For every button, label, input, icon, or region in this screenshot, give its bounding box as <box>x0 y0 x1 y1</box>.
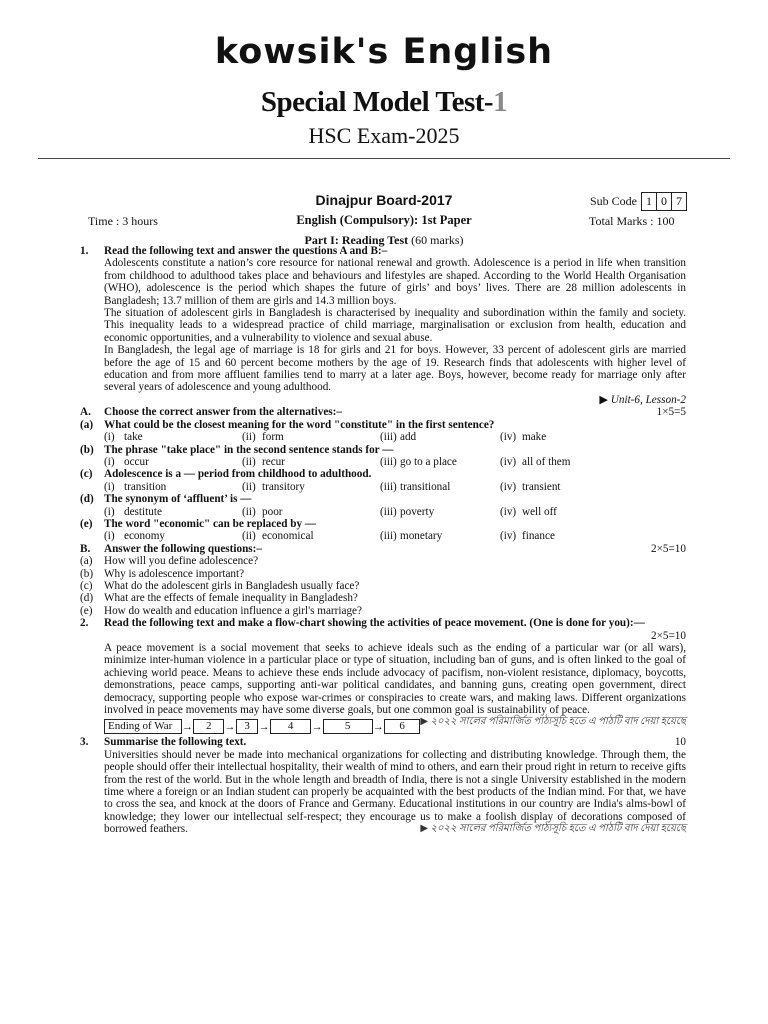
note-text: ২০২২ সালের পরিমার্জিত পাঠ্যসূচি হতে এ পাঠটি বাদ দেয়া হয়েছে <box>430 823 686 835</box>
question-1 <box>80 245 686 406</box>
question-instruction: Read the following text and answer the questions A and B:– <box>104 245 388 257</box>
exam-subtitle: HSC Exam-2025 <box>308 123 460 148</box>
section-label: B. <box>80 542 91 555</box>
part-marks: (60 marks) <box>411 233 464 247</box>
mcq-question <box>80 444 686 456</box>
option-label: (i) <box>104 431 115 444</box>
paper-name: English (Compulsory): 1st Paper <box>296 213 472 227</box>
part-title: Part I: Reading Test <box>304 233 409 247</box>
option-label: (i) <box>104 480 115 493</box>
sub-code-digit: 7 <box>671 192 687 211</box>
pointer-icon: ▶ <box>599 393 608 406</box>
short-question-text: How do wealth and education influence a girl's marriage? <box>104 604 362 617</box>
sub-code <box>590 192 687 211</box>
sub-code-digit: 0 <box>656 192 672 211</box>
mcq-question <box>80 493 686 505</box>
flow-box: 4 <box>270 719 311 734</box>
question-number: 3. <box>80 736 89 749</box>
section-b <box>80 543 686 555</box>
passage-paragraph: Adolescents constitute a nation’s core resource for national renewal and growth. Adolescence is a period in life when transition from childhood to adulthood takes place and behaviours and lifestyles are shaped. According to the World Health Organisation (WHO), adolescence is the period which shapes the future of girls’ and boys’ lives. There are 28 million adolescents in Bangladesh; 13.7 million of them are girls and 14.3 million boys. <box>104 257 686 307</box>
question-instruction: Read the following text and make a flow-chart showing the activities of peace movement. (One is done for you):— <box>104 617 645 630</box>
mcq-text: The phrase "take place" in the second sentence stands for — <box>104 443 394 456</box>
option-text: add <box>400 431 417 444</box>
arrow-icon: → <box>311 720 323 733</box>
short-question-number: (a) <box>80 555 93 568</box>
mcq-options <box>80 481 686 493</box>
mcq-text: The word "economic" can be replaced by — <box>104 517 317 530</box>
passage-paragraph <box>104 749 686 836</box>
mcq-number: (e) <box>80 517 93 530</box>
passage-paragraph: The situation of adolescent girls in Bangladesh is characterised by inequality and subordination within the family and society. This inequality leads to a widespread practice of child marriage, marginalisation or exclusion from health, education and economic opportunities, and a vulnerability to violence and sexual abuse. <box>104 307 686 344</box>
option-text: transitory <box>262 480 305 493</box>
option-label: (i) <box>104 455 115 468</box>
arrow-icon: → <box>224 720 236 733</box>
option-text: all of them <box>522 455 571 468</box>
option-text: make <box>522 431 547 444</box>
option-label: (iii) <box>380 505 397 518</box>
option-label: (ii) <box>242 455 256 468</box>
short-question-text: Why is adolescence important? <box>104 567 245 580</box>
short-question-number: (d) <box>80 592 94 605</box>
mcq-text: What could be the closest meaning for the word "constitute" in the first sentence? <box>104 418 495 431</box>
option-label: (iv) <box>500 505 517 518</box>
passage-text: A peace movement is a social movement that seeks to achieve ideals such as the ending of a particular war (or all wars), minimize inter-human violence in a particular place or type of situation, including ban of guns, and is often linked to the goal of achieving world peace. Means to achieve these ends include advocacy of pacifism, non-violent resistance, diplomacy, boycotts, demonstrations, peace camps, supporting anti-war political candidates, and banning guns, creating open government, direct democracy, supporting people who expose war-crimes or conspiracies to create wars, and making laws. Different organizations involved in peace movements may have some diverse goals, but one common goal is sustainability of peace. <box>104 642 686 717</box>
mcq-options <box>80 530 686 542</box>
option-label: (iii) <box>380 455 397 468</box>
option-label: (i) <box>104 505 115 518</box>
mcq-question <box>80 468 686 480</box>
question-instruction: Summarise the following text. <box>104 736 247 749</box>
option-text: form <box>262 431 284 444</box>
exam-time: Time : 3 hours <box>88 214 158 228</box>
option-label: (iv) <box>500 480 517 493</box>
flow-box: 3 <box>236 719 259 734</box>
mcq-number: (c) <box>80 468 93 481</box>
board-name: Dinajpur Board-2017 <box>315 192 453 208</box>
option-text: finance <box>522 530 555 543</box>
option-text: well off <box>522 505 557 518</box>
option-label: (iii) <box>380 530 397 543</box>
section-a <box>80 406 686 418</box>
mcq-question <box>80 419 686 431</box>
title-prefix: Special Model Test- <box>260 86 494 118</box>
mcq-number: (b) <box>80 443 94 456</box>
flow-chart <box>80 719 420 734</box>
short-question-list <box>80 555 686 617</box>
mcq-options <box>80 506 686 518</box>
short-question-text: What are the effects of female inequality in Bangladesh? <box>104 592 358 605</box>
option-text: poverty <box>400 505 435 518</box>
brand-title: kowsik's English <box>214 32 554 72</box>
flow-box: 5 <box>323 719 373 734</box>
short-question-text: How will you define adolescence? <box>104 555 259 568</box>
mcq-list <box>80 419 686 543</box>
section-marks: 1×5=5 <box>656 406 686 419</box>
total-marks: Total Marks : 100 <box>589 214 675 228</box>
unit-reference <box>104 394 686 406</box>
option-label: (i) <box>104 530 115 543</box>
short-question <box>80 568 686 580</box>
short-question <box>80 555 686 567</box>
syllabus-note: ▶ ২০২২ সালের পরিমার্জিত পাঠ্যসূচি হতে এ পাঠটি বাদ দেয়া হয়েছে <box>420 823 686 835</box>
section-instruction: Choose the correct answer from the alternatives:– <box>104 406 342 419</box>
sub-code-label: Sub Code <box>590 194 638 208</box>
option-text: destitute <box>124 505 162 518</box>
question-number: 1. <box>80 245 89 257</box>
question-3 <box>80 736 686 835</box>
arrow-icon: → <box>372 720 384 733</box>
exam-content <box>80 245 686 836</box>
short-question-number: (c) <box>80 579 93 592</box>
note-text: ২০২২ সালের পরিমার্জিত পাঠ্যসূচি হতে এ পাঠটি বাদ দেয়া হয়েছে <box>430 716 686 728</box>
option-text: poor <box>262 505 283 518</box>
option-text: occur <box>124 455 149 468</box>
section-label: A. <box>80 406 91 419</box>
option-label: (ii) <box>242 530 256 543</box>
question-number: 2. <box>80 617 89 630</box>
option-label: (ii) <box>242 431 256 444</box>
short-question-text: What do the adolescent girls in Bangladesh usually face? <box>104 579 360 592</box>
mcq-options <box>80 456 686 468</box>
question-marks: 10 <box>674 736 686 749</box>
option-text: monetary <box>400 530 443 543</box>
option-text: recur <box>262 455 285 468</box>
syllabus-note: ▶ ২০২২ সালের পরিমার্জিত পাঠ্যসূচি হতে এ পাঠটি বাদ দেয়া হয়েছে <box>420 716 686 728</box>
short-question <box>80 605 686 617</box>
mcq-text: Adolescence is a — period from childhood to adulthood. <box>104 468 372 481</box>
flow-box: 2 <box>193 719 224 734</box>
passage-text: Universities should never be made into mechanical organizations for collecting and distributing knowledge. Through them, the people should offer their intellectual hospitality, their wealth of mind to others, and earn their proud right in return to receive gifts from the rest of the world. But in the whole length and breadth of India, there is not a single University established in the modern time where a foreign or an Indian student can properly be acquainted with the best products of the Indian mind. For that, we have to cross the sea, and knock at the doors of France and Germany. Educational institutions in our country are India's alms-bowl of knowledge; they lower our intellectual self-respect; they encourage us to make a foolish display of decorations composed of borrowed feathers. <box>104 748 686 836</box>
mcq-text: The synonym of ‘affluent’ is — <box>104 493 252 506</box>
option-text: transitional <box>400 480 451 493</box>
option-label: (ii) <box>242 480 256 493</box>
short-question <box>80 592 686 604</box>
page-title <box>0 86 768 119</box>
option-label: (iv) <box>500 530 517 543</box>
arrow-icon: → <box>181 720 193 733</box>
short-question-number: (b) <box>80 567 94 580</box>
option-label: (iv) <box>500 455 517 468</box>
short-question <box>80 580 686 592</box>
short-question-number: (e) <box>80 604 93 617</box>
passage-paragraph: In Bangladesh, the legal age of marriage is 18 for girls and 21 for boys. However, 33 percent of adolescent girls are married before the age of 15 and 60 percent become mothers by the age of 19. Research finds that adolescents with higher level of education and from more affluent families tend to marry at a later age. Boys, however, become ready for marriage only after several years of adolescence and young adulthood. <box>104 344 686 394</box>
option-label: (iii) <box>380 480 397 493</box>
option-text: go to a place <box>400 455 457 468</box>
option-text: transient <box>522 480 561 493</box>
option-text: economy <box>124 530 166 543</box>
option-text: take <box>124 431 143 444</box>
option-text: economical <box>262 530 314 543</box>
option-label: (iv) <box>500 431 517 444</box>
arrow-icon: → <box>258 720 270 733</box>
option-text: transition <box>124 480 167 493</box>
section-instruction: Answer the following questions:– <box>104 542 262 555</box>
mcq-question <box>80 518 686 530</box>
question-marks: 2×5=10 <box>651 629 686 642</box>
option-label: (iii) <box>380 431 397 444</box>
mcq-number: (a) <box>80 418 94 431</box>
option-label: (ii) <box>242 505 256 518</box>
header-divider <box>38 158 730 159</box>
section-marks: 2×5=10 <box>651 542 686 555</box>
title-number: 1 <box>493 86 508 118</box>
flow-box: Ending of War <box>104 719 182 734</box>
mcq-options <box>80 431 686 443</box>
flow-box: 6 <box>384 719 420 734</box>
mcq-number: (d) <box>80 493 94 506</box>
reference-text: Unit-6, Lesson-2 <box>610 393 686 406</box>
sub-code-digit: 1 <box>641 192 657 211</box>
